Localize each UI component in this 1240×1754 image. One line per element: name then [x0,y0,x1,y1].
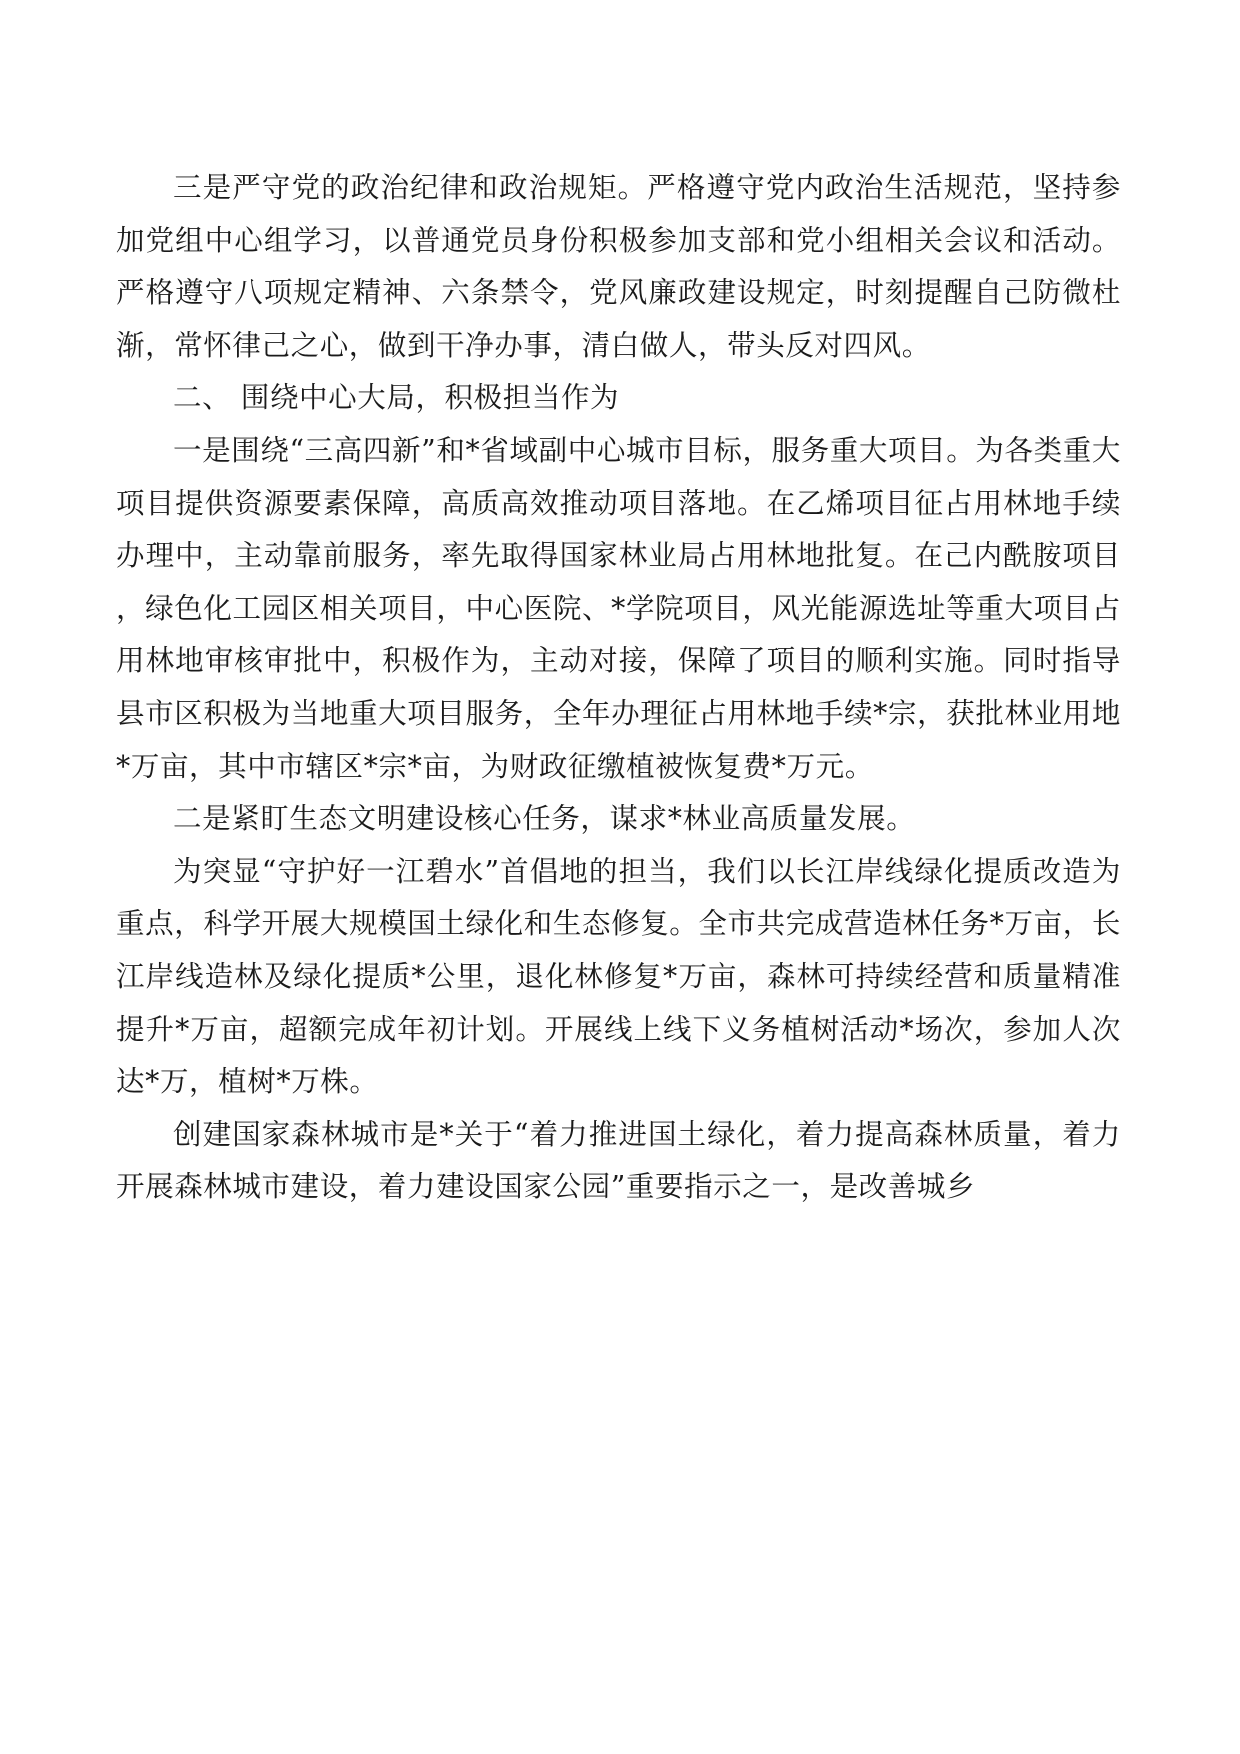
paragraph-forest-city: 创建国家森林城市是*关于“着力推进国土绿化，着力提高森林质量，着力开展森林城市建设，着力建设国家公园”重要指示之一，是改善城乡 [116,1117,1121,1204]
paragraph-ecological-task: 二是紧盯生态文明建设核心任务，谋求*林业高质量发展。 [173,802,916,836]
section-heading-2: 二、 围绕中心大局，积极担当作为 [173,381,620,415]
document-body [116,162,1121,1214]
paragraph-political-discipline: 三是严守党的政治纪律和政治规矩。严格遵守党内政治生活规范，坚持参加党组中心组学习，以普通党员身份积极参加支部和党小组相关会议和活动。严格遵守八项规定精神、六条禁令，党风廉政建设规定，时刻提醒自己防微杜渐，常怀律己之心，做到干净办事，清白做人，带头反对四风。 [116,171,1121,362]
paragraph-yangtze-greening: 为突显“守护好一江碧水”首倡地的担当，我们以长江岸线绿化提质改造为重点，科学开展大规模国土绿化和生态修复。全市共完成营造林任务*万亩，长江岸线造林及绿化提质*公里，退化林修复*万亩，森林可持续经营和质量精准提升*万亩，超额完成年初计划。开展线上线下义务植树活动*场次，参加人次达*万，植树*万株。 [116,854,1121,1099]
paragraph-major-projects: 一是围绕“三高四新”和*省域副中心城市目标，服务重大项目。为各类重大项目提供资源要素保障，高质高效推动项目落地。在乙烯项目征占用林地手续办理中，主动靠前服务，率先取得国家林业局占用林地批复。在己内酰胺项目，绿色化工园区相关项目，中心医院、*学院项目，风光能源选址等重大项目占用林地审核审批中，积极作为，主动对接，保障了项目的顺利实施。同时指导县市区积极为当地重大项目服务，全年办理征占用林地手续*宗，获批林业用地*万亩，其中市辖区*宗*亩，为财政征缴植被恢复费*万元。 [116,433,1121,783]
